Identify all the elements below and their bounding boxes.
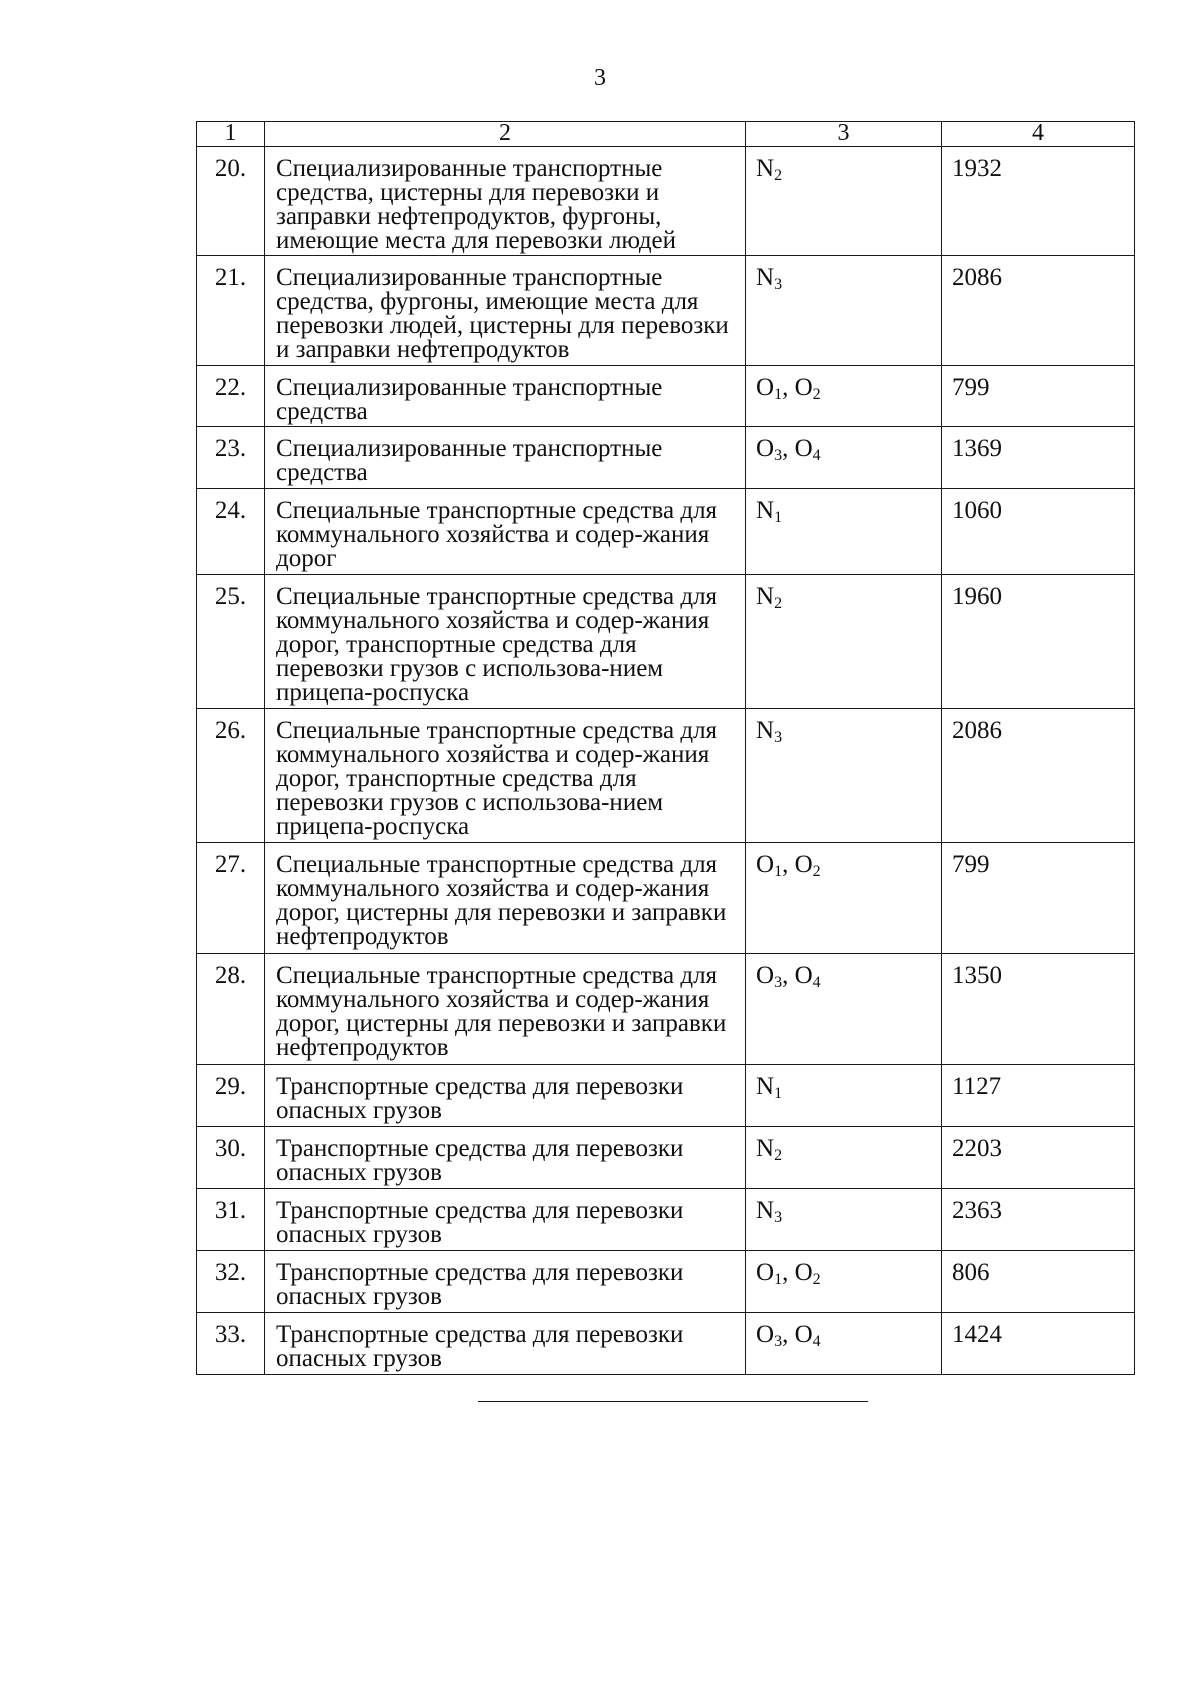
row-number: 33. <box>197 1313 265 1375</box>
table-row <box>197 843 1135 954</box>
row-number: 32. <box>197 1251 265 1313</box>
row-description: Специальные транспортные средства для коммунального хозяйства и содер-жания дорог, транспортные средства для перевозки грузов с использова-нием прицепа-роспуска <box>265 709 746 843</box>
row-description: Специальные транспортные средства для коммунального хозяйства и содер-жания дорог, цистерны для перевозки и заправки нефтепродуктов <box>265 954 746 1065</box>
header-row <box>197 122 1135 147</box>
row-description: Транспортные средства для перевозки опасных грузов <box>265 1313 746 1375</box>
row-category: $O_3$, $O_4$ <box>746 427 942 489</box>
row-value: 1960 <box>942 575 1135 709</box>
row-number: 21. <box>197 256 265 366</box>
row-description: Специализированные транспортные средства, фургоны, имеющие места для перевозки людей, цистерны для перевозки и заправки нефтепродуктов <box>265 256 746 366</box>
row-value: 1060 <box>942 489 1135 575</box>
row-value: 2086 <box>942 256 1135 366</box>
table-body <box>197 147 1135 1375</box>
row-category: $N_2$ <box>746 147 942 256</box>
row-number: 23. <box>197 427 265 489</box>
row-value: 1424 <box>942 1313 1135 1375</box>
table-row <box>197 575 1135 709</box>
row-category: $N_1$ <box>746 1065 942 1127</box>
row-category: $N_3$ <box>746 709 942 843</box>
row-category: $N_3$ <box>746 256 942 366</box>
row-description: Специальные транспортные средства для коммунального хозяйства и содер-жания дорог <box>265 489 746 575</box>
row-description: Специальные транспортные средства для коммунального хозяйства и содер-жания дорог, цистерны для перевозки и заправки нефтепродуктов <box>265 843 746 954</box>
row-value: 799 <box>942 366 1135 427</box>
row-description: Специализированные транспортные средства <box>265 366 746 427</box>
row-description: Специализированные транспортные средства <box>265 427 746 489</box>
row-category: $N_2$ <box>746 1127 942 1189</box>
row-number: 31. <box>197 1189 265 1251</box>
row-category: $N_2$ <box>746 575 942 709</box>
page-number: 3 <box>594 65 606 91</box>
header-col-4: 4 <box>942 122 1135 147</box>
row-number: 25. <box>197 575 265 709</box>
row-value: 1932 <box>942 147 1135 256</box>
row-category: $O_1$, $O_2$ <box>746 1251 942 1313</box>
row-value: 1127 <box>942 1065 1135 1127</box>
row-value: 799 <box>942 843 1135 954</box>
row-number: 26. <box>197 709 265 843</box>
row-category: $O_1$, $O_2$ <box>746 366 942 427</box>
row-category: $O_3$, $O_4$ <box>746 1313 942 1375</box>
row-value: 2086 <box>942 709 1135 843</box>
row-category: $O_1$, $O_2$ <box>746 843 942 954</box>
row-number: 28. <box>197 954 265 1065</box>
row-description: Специальные транспортные средства для коммунального хозяйства и содер-жания дорог, транспортные средства для перевозки грузов с использова-нием прицепа-роспуска <box>265 575 746 709</box>
table-row <box>197 954 1135 1065</box>
row-description: Специализированные транспортные средства, цистерны для перевозки и заправки нефтепродуктов, фургоны, имеющие места для перевозки людей <box>265 147 746 256</box>
table-row <box>197 1251 1135 1313</box>
table-row <box>197 256 1135 366</box>
header-col-3: 3 <box>746 122 942 147</box>
row-number: 24. <box>197 489 265 575</box>
row-number: 30. <box>197 1127 265 1189</box>
table-row <box>197 709 1135 843</box>
row-description: Транспортные средства для перевозки опасных грузов <box>265 1127 746 1189</box>
table-row <box>197 1065 1135 1127</box>
table-row <box>197 489 1135 575</box>
row-number: 20. <box>197 147 265 256</box>
row-number: 27. <box>197 843 265 954</box>
row-value: 806 <box>942 1251 1135 1313</box>
row-category: $N_3$ <box>746 1189 942 1251</box>
table-row <box>197 427 1135 489</box>
row-value: 1350 <box>942 954 1135 1065</box>
row-description: Транспортные средства для перевозки опасных грузов <box>265 1189 746 1251</box>
row-number: 22. <box>197 366 265 427</box>
row-category: $N_1$ <box>746 489 942 575</box>
vehicle-category-table <box>196 121 1135 1375</box>
row-description: Транспортные средства для перевозки опасных грузов <box>265 1251 746 1313</box>
table-row <box>197 1127 1135 1189</box>
row-description: Транспортные средства для перевозки опасных грузов <box>265 1065 746 1127</box>
row-category: $O_3$, $O_4$ <box>746 954 942 1065</box>
table-row <box>197 147 1135 256</box>
table-row <box>197 1189 1135 1251</box>
row-value: 2363 <box>942 1189 1135 1251</box>
end-divider-line <box>478 1401 868 1402</box>
header-col-1: 1 <box>197 122 265 147</box>
table-row <box>197 1313 1135 1375</box>
table-header <box>197 122 1135 147</box>
header-col-2: 2 <box>265 122 746 147</box>
table-row <box>197 366 1135 427</box>
row-value: 2203 <box>942 1127 1135 1189</box>
row-value: 1369 <box>942 427 1135 489</box>
row-number: 29. <box>197 1065 265 1127</box>
